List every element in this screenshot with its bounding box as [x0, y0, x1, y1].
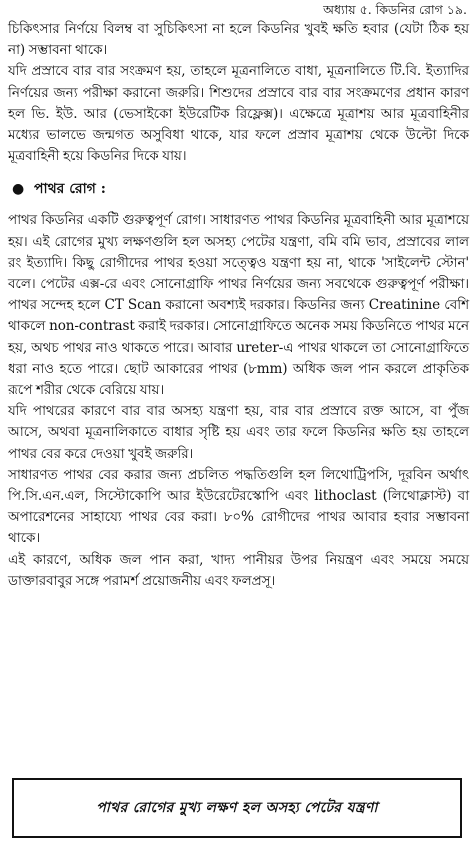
bullet-icon: ●: [12, 181, 25, 198]
stone-paragraph-4: এই কারণে, অধিক জল পান করা, খাদ্য পানীয়র উপর নিয়ন্ত্রণ এবং সময়ে সময়ে ডাক্তারবাবুর সঙ্গে পরামর্শ প্রয়োজনীয় এবং ফলপ্রসূ।: [8, 551, 469, 589]
callout-box: [12, 778, 462, 838]
stone-paragraph-2: যদি পাথরের কারণে বার বার অসহ্য যন্ত্রণা হয়, বার বার প্রস্রাবে রক্ত আসে, বা পুঁজ আসে, অথবা মূত্রনালিকাতে বাধার সৃষ্টি হয় এবং তার ফলে কিডনির ক্ষতি হয় তাহলে পাথর বের করে দেওয়া খুবই জরুরি।: [8, 403, 469, 462]
callout-text: পাথর রোগের মুখ্য লক্ষণ হল অসহ্য পেটের যন্ত্রণা: [96, 800, 378, 816]
intro-paragraph-1: চিকিৎসার নির্ণয়ে বিলম্ব বা সুচিকিৎসা না হলে কিডনির খুবই ক্ষতি হবার (যেটা ঠিক হয় না) সম্ভাবনা থাকে।: [8, 21, 469, 59]
section-heading-text: পাথর রোগ :: [34, 181, 106, 198]
stone-paragraph-3: সাধারণত পাথর বের করার জন্য প্রচলিত পদ্ধতিগুলি হল লিথোট্রিপসি, দূরবিন অর্থাৎ পি.সি.এন.এল, সিস্টোকোপি আর ইউরেটেরস্কোপি এবং lithoclast (লিথোক্লাস্ট) বা অপারেশনের সাহায্যে পাথর বের করা। ৮০% রোগীদের পাথর আবার হবার সম্ভাবনা থাকে।: [8, 466, 469, 547]
intro-paragraph-2: যদি প্রস্রাবে বার বার সংক্রমণ হয়, তাহলে মূত্রনালিতে বাধা, মূত্রনালিতে টি.বি. ইত্যাদির নির্ণয়ের জন্য পরীক্ষা করানো জরুরি। শিশুদের প্রস্রাবে বার বার সংক্রমণের প্রধান কারণ হল ভি. ইউ. আর (ভেসাইকো ইউরেটিক রিফ্লেক্স)। এক্ষেত্রে মূত্রাশয় আর মূত্রবাহিনীর মধ্যের ভালভে জন্মগত অসুবিধা থাকে, যার ফলে প্রস্রাব মূত্রাশয় থেকে উল্টো দিকে মূত্রবাহিনী হয়ে কিডনির দিকে যায়।: [8, 63, 469, 165]
running-header: অধ্যায় ৫. কিডনির রোগ ১৯.: [323, 2, 467, 17]
section-heading-stone: [8, 179, 469, 199]
stone-paragraph-1: পাথর কিডনির একটি গুরুত্বপূর্ণ রোগ। সাধারণত পাথর কিডনির মূত্রবাহিনী আর মূত্রাশয়ে হয়। এই রোগের মুখ্য লক্ষণগুলি হল অসহ্য পেটের যন্ত্রণা, বমি বমি ভাব, প্রস্রাবের লাল রং ইত্যাদি। কিছু রোগীদের পাথর হওয়া সত্ত্বেও যন্ত্রণা হয় না, থাকে 'সাইলেন্ট স্টোন' বলে। পেটের এক্স-রে এবং সোনোগ্রাফি পাথর নির্ণয়ের জন্য সবথেকে গুরুত্বপূর্ণ পরীক্ষা। পাথর সন্দেহ হলে CT Scan করানো অবশ্যই দরকার। কিডনির জন্য Creatinine বেশি থাকলে non-contrast করাই দরকার। সোনোগ্রাফিতে অনেক সময় কিডনিতে পাথর মনে হয়, অথচ পাথর নাও থাকতে পারে। আবার ureter-এ পাথর থাকলে তা সোনোগ্রাফিতে ধরা নাও হতে পারে। ছোট আকারের পাথর (৮mm) অধিক জল পান করলে প্রাকৃতিক রূপে শরীর থেকে বেরিয়ে যায়।: [8, 212, 469, 399]
